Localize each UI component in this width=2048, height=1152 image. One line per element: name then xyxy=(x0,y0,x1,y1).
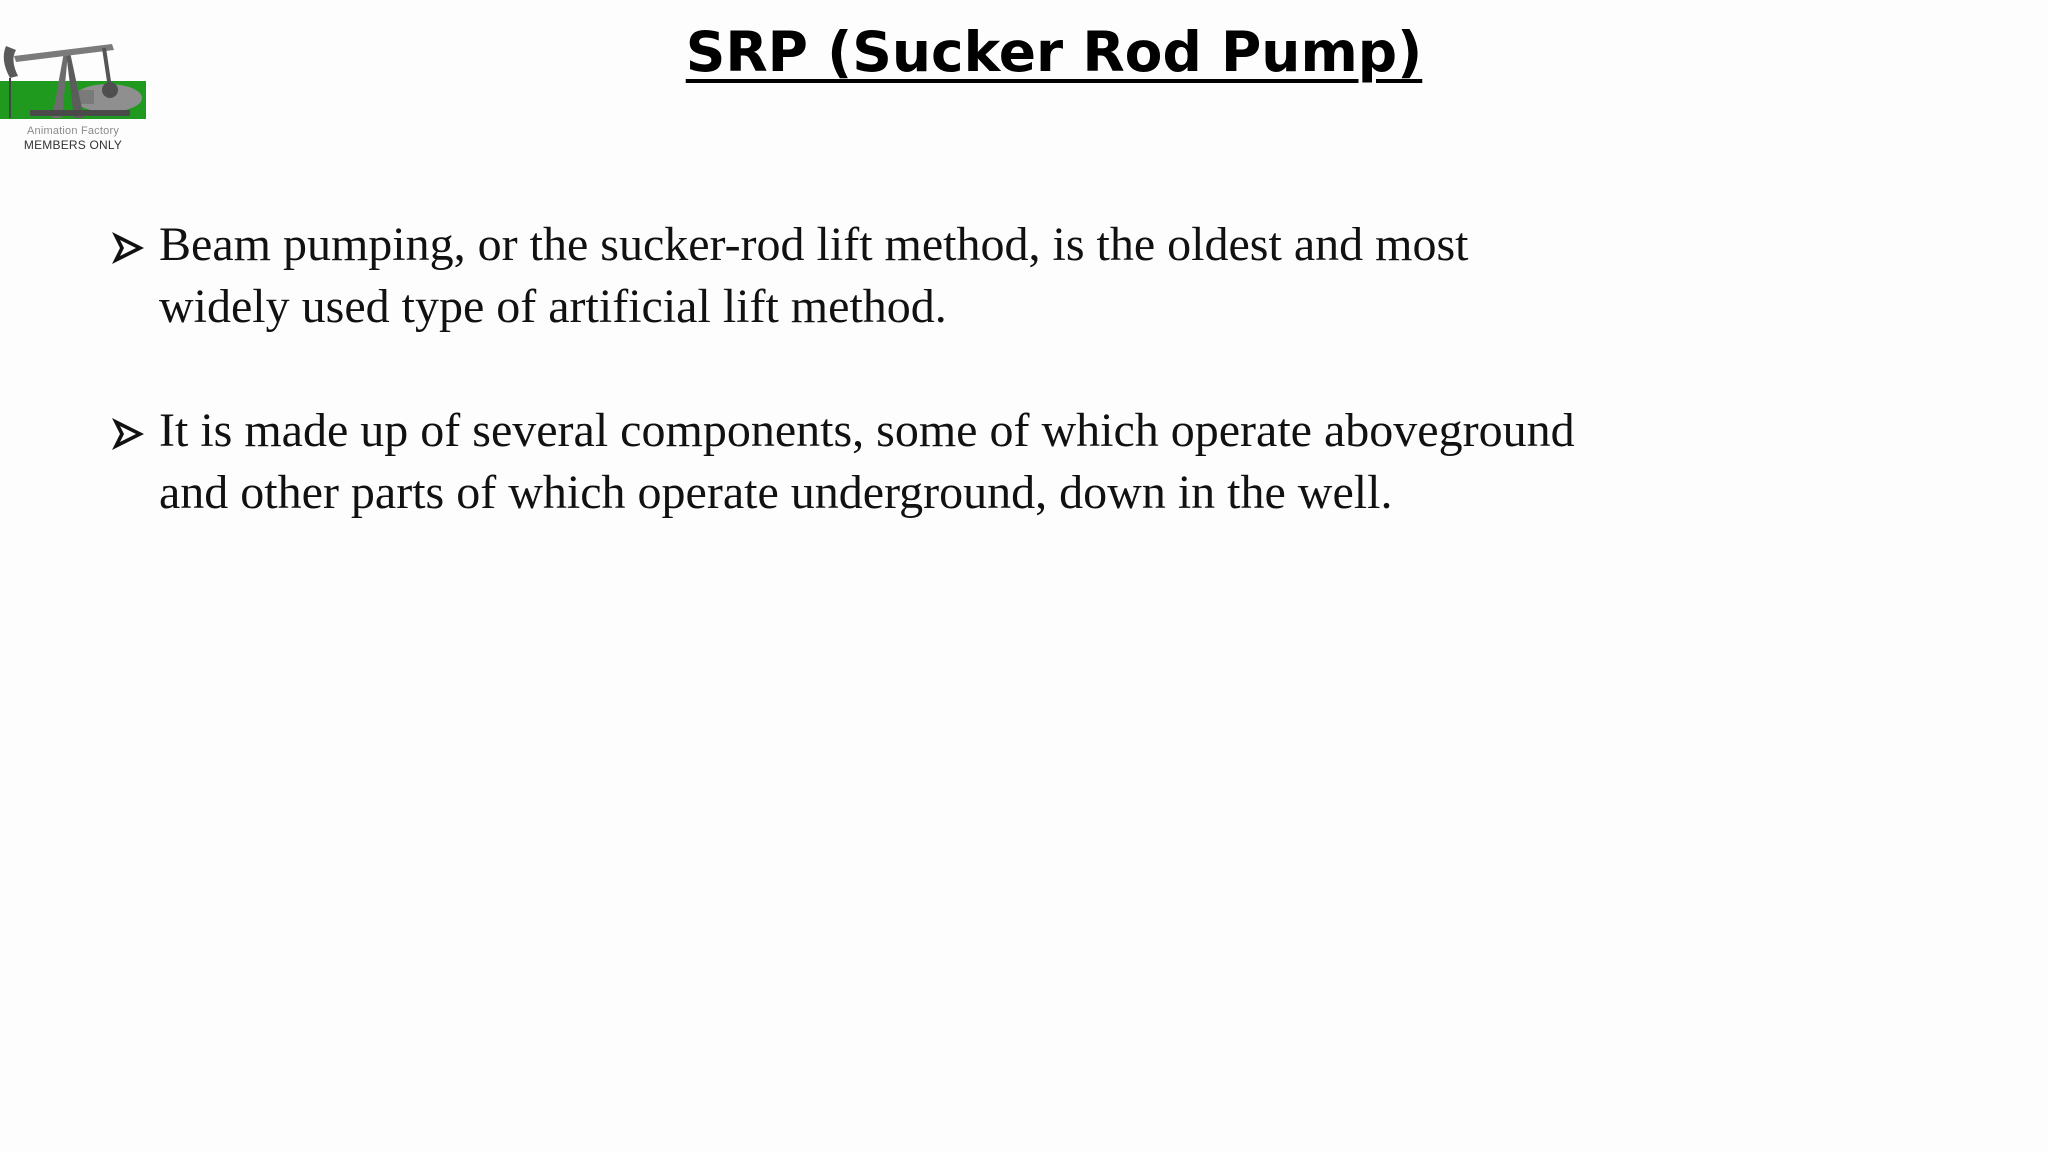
logo-caption-line2: MEMBERS ONLY xyxy=(23,138,123,152)
bullet-text: Beam pumping, or the sucker-rod lift method, is the oldest and most widely used type of artificial lift method. xyxy=(159,218,1469,333)
logo-caption-line1: Animation Factory xyxy=(26,125,120,137)
arrowhead-bullet-icon xyxy=(110,416,146,452)
logo-caption xyxy=(0,125,146,152)
bullet-list xyxy=(110,214,1610,586)
bullet-text: It is made up of several components, some of which operate aboveground and other parts of which operate underground, down in the well. xyxy=(159,404,1575,519)
bullet-item xyxy=(110,400,1610,524)
slide-title: SRP (Sucker Rod Pump) xyxy=(685,20,1423,84)
bullet-item xyxy=(110,214,1610,338)
arrowhead-bullet-icon xyxy=(110,230,146,266)
